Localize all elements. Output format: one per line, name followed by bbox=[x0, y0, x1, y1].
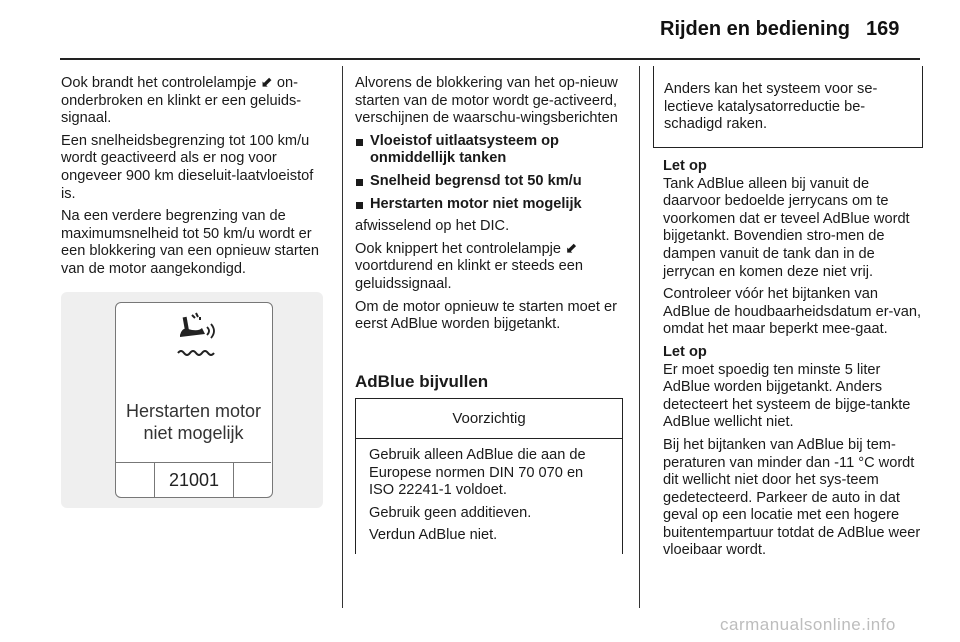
section-title: Rijden en bediening bbox=[660, 18, 851, 40]
dic-screen bbox=[115, 302, 273, 498]
display-cell-divider bbox=[233, 463, 234, 497]
paragraph: Na een verdere begrenzing van de maximumsnelheid tot 50 km/u wordt er een blokkering van een opnieuw starten van de motor aangekondigd. bbox=[61, 208, 319, 277]
header-divider bbox=[60, 58, 920, 60]
paragraph: Alvorens de blokkering van het op-nieuw starten van de motor wordt ge-activeerd, verschijnen de waarschu-wingsberichten bbox=[355, 75, 618, 127]
note-title: Let op bbox=[663, 158, 707, 174]
caution-paragraph: Gebruik geen additieven. bbox=[369, 504, 532, 521]
watermark: carmanualsonline.info bbox=[720, 615, 896, 634]
caution-paragraph: Gebruik alleen AdBlue die aan de Europese normen DIN 70 070 en ISO 22241-1 voldoet. bbox=[369, 447, 586, 499]
paragraph: Ook brandt het controlelampje ⬋ on-onderbroken en klinkt er een geluids-signaal. bbox=[61, 75, 302, 127]
column-2 bbox=[355, 75, 625, 339]
paragraph: Ook knippert het controlelampje ⬋ voortdurend en klinkt er steeds een geluidssignaal. bbox=[355, 240, 583, 292]
note-text: Er moet spoedig ten minste 5 liter AdBlue worden bijgetankt. Anders detecteert het systeem de bijge-tankte AdBlue wellicht niet. bbox=[663, 361, 911, 431]
display-code: 21001 bbox=[168, 470, 220, 490]
page-number: 169 bbox=[866, 18, 900, 40]
caution-body bbox=[356, 439, 622, 545]
column-1 bbox=[61, 75, 323, 284]
note-title: Let op bbox=[663, 343, 707, 360]
paragraph: Controleer vóór het bijtanken van AdBlue de houdbaarheidsdatum er-van, omdat het maar beperkt mee-gaat. bbox=[663, 286, 921, 338]
caution-continued-text: Anders kan het systeem voor se-lectieve katalysatorreductie be-schadigd raken. bbox=[664, 81, 878, 133]
caution-title: Voorzichtig bbox=[356, 399, 622, 439]
caution-box-continued bbox=[653, 66, 923, 148]
column-3 bbox=[663, 158, 925, 565]
list-item: Herstarten motor niet mogelijk bbox=[355, 196, 625, 214]
display-status-bar bbox=[116, 462, 271, 496]
display-message-line-1: Herstarten motor bbox=[125, 401, 262, 421]
paragraph: Een snelheidsbegrenzing tot 100 km/u wordt geactiveerd als er nog voor ongeveer 900 km dieseluit-laatvloeistof is. bbox=[61, 132, 314, 202]
warning-message-list bbox=[355, 133, 625, 213]
column-divider-2 bbox=[639, 66, 640, 608]
caution-box bbox=[355, 398, 623, 554]
paragraph: afwisselend op het DIC. bbox=[355, 218, 510, 235]
display-cell-divider bbox=[154, 463, 155, 497]
paragraph: Bij het bijtanken van AdBlue bij tem-peraturen van minder dan -11 °C wordt dit wellicht niet door het sys-teem gedetecteerd. Parkeer de auto in dat geval op een locatie met een hogere buitentempartuur totdat de AdBlue weer vloeibaar wordt. bbox=[663, 436, 921, 559]
caution-paragraph: Verdun AdBlue niet. bbox=[369, 527, 498, 544]
adblue-warning-icon bbox=[174, 309, 224, 365]
list-item: Vloeistof uitlaatsysteem op onmiddellijk tanken bbox=[355, 133, 625, 168]
display-message-line-2: niet mogelijk bbox=[143, 423, 244, 443]
paragraph: Om de motor opnieuw te starten moet er eerst AdBlue worden bijgetankt. bbox=[355, 298, 617, 333]
dic-display-illustration bbox=[61, 292, 323, 508]
column-divider-1 bbox=[342, 66, 343, 608]
list-item: Snelheid begrensd tot 50 km/u bbox=[355, 173, 625, 191]
note-text: Tank AdBlue alleen bij vanuit de daarvoor bedoelde jerrycans om te voorkomen dat er teveel AdBlue wordt bijgetankt. Bovendien stro-men de dampen vanuit de tank dan in de jerrycan en komen deze niet vrij. bbox=[663, 175, 910, 280]
section-heading: AdBlue bijvullen bbox=[355, 372, 489, 391]
